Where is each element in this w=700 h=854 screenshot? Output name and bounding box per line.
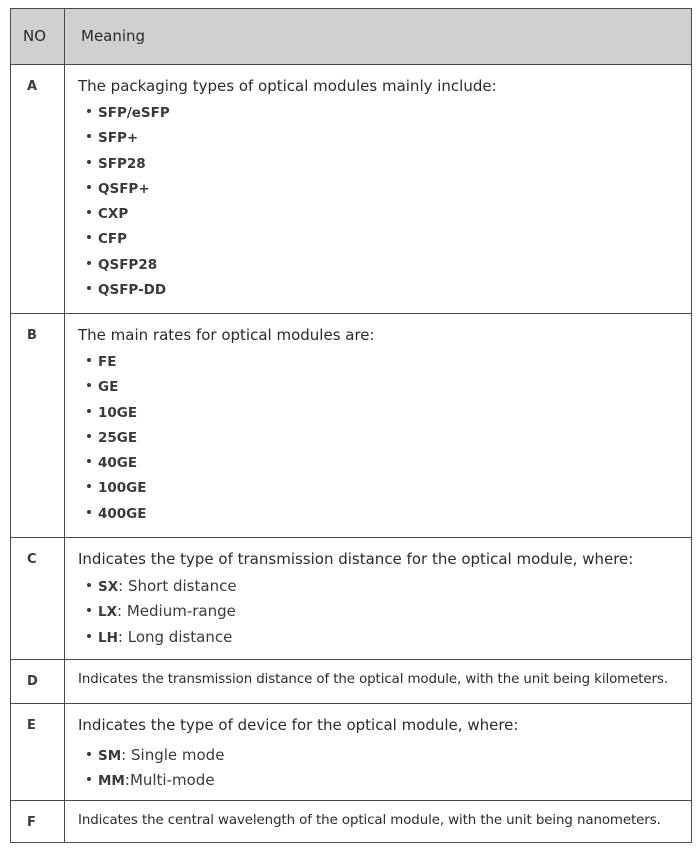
row-no-cell <box>11 65 65 313</box>
item-code: LX <box>98 604 118 621</box>
distance-type-list <box>87 574 237 650</box>
header-no-label: NO <box>23 27 47 45</box>
bullet-icon <box>87 484 91 488</box>
list-item <box>87 177 170 202</box>
item-description: Long distance <box>127 627 233 646</box>
list-item <box>87 202 170 227</box>
bullet-icon <box>87 383 91 387</box>
item-label: CXP <box>98 206 129 223</box>
row-letter: B <box>27 328 37 343</box>
item-description: Short distance <box>127 577 237 595</box>
item-label: 10GE <box>98 404 138 421</box>
table-row-f <box>11 801 691 842</box>
item-label: QSFP-DD <box>98 282 167 299</box>
item-label: GE <box>98 379 119 396</box>
row-intro-text: Indicates the type of device for the optical module, where: <box>78 716 519 734</box>
list-item <box>87 476 146 501</box>
list-item <box>87 126 170 151</box>
list-item <box>87 375 146 400</box>
list-item <box>87 278 170 303</box>
item-label: CFP <box>98 231 128 248</box>
row-letter: C <box>27 552 37 567</box>
item-description: Medium-range <box>126 602 236 621</box>
item-separator: : <box>117 627 128 646</box>
list-item <box>87 350 146 375</box>
table-row-e <box>11 704 691 801</box>
item-label: SFP+ <box>98 130 139 147</box>
list-item <box>87 768 224 793</box>
bullet-icon <box>87 434 91 438</box>
packaging-type-list <box>87 101 170 303</box>
row-meaning-cell <box>65 801 691 842</box>
row-meaning-cell <box>65 314 691 537</box>
row-meaning-cell <box>65 704 691 800</box>
list-item <box>87 599 237 624</box>
item-separator: : <box>124 771 130 790</box>
bullet-icon <box>87 510 91 514</box>
bullet-icon <box>87 409 91 413</box>
device-type-list <box>87 743 224 794</box>
row-letter: E <box>27 718 36 733</box>
list-item <box>87 625 237 650</box>
row-letter: A <box>27 79 38 94</box>
row-meaning-cell <box>65 538 691 659</box>
header-meaning-label: Meaning <box>81 27 146 45</box>
bullet-icon <box>87 752 91 756</box>
bullet-icon <box>87 608 91 612</box>
bullet-icon <box>87 160 91 164</box>
list-item <box>87 227 170 252</box>
row-no-cell <box>11 314 65 537</box>
table-row-d <box>11 660 691 704</box>
bullet-icon <box>87 134 91 138</box>
table-header-row <box>11 9 691 65</box>
list-item <box>87 502 146 527</box>
item-code: MM <box>98 773 125 790</box>
bullet-icon <box>87 459 91 463</box>
list-item <box>87 743 224 768</box>
table-row-c <box>11 538 691 660</box>
list-item <box>87 152 170 177</box>
list-item <box>87 101 170 126</box>
item-label: SFP/eSFP <box>98 105 170 121</box>
item-label: SFP28 <box>98 155 146 172</box>
item-label: 25GE <box>98 429 138 446</box>
bullet-icon <box>87 358 91 362</box>
item-description: Multi-mode <box>129 771 215 790</box>
item-label: 100GE <box>98 480 147 497</box>
row-meaning-cell <box>65 660 691 703</box>
table-row-b <box>11 314 691 538</box>
item-label: QSFP+ <box>98 180 150 197</box>
row-intro-text: The main rates for optical modules are: <box>78 326 375 344</box>
row-intro-text: Indicates the type of transmission distance for the optical module, where: <box>78 550 634 568</box>
item-label: 400GE <box>98 505 147 522</box>
row-no-cell <box>11 704 65 800</box>
item-separator: : <box>118 577 128 595</box>
bullet-icon <box>87 210 91 214</box>
header-cell-meaning <box>65 9 691 64</box>
item-code: SM <box>98 748 122 764</box>
row-no-cell <box>11 660 65 703</box>
row-letter: D <box>27 674 38 689</box>
optical-module-table <box>10 8 692 843</box>
row-no-cell <box>11 538 65 659</box>
item-separator: : <box>117 602 127 621</box>
bullet-icon <box>87 185 91 189</box>
item-code: SX <box>98 579 119 595</box>
bullet-icon <box>87 777 91 781</box>
bullet-icon <box>87 261 91 265</box>
list-item <box>87 253 170 278</box>
bullet-icon <box>87 286 91 290</box>
header-cell-no <box>11 9 65 64</box>
row-intro-text: Indicates the central wavelength of the optical module, with the unit being nanometers. <box>78 813 661 828</box>
rate-list <box>87 350 146 527</box>
item-label: FE <box>98 354 117 370</box>
item-separator: : <box>121 746 131 764</box>
item-label: 40GE <box>98 455 138 472</box>
bullet-icon <box>87 634 91 638</box>
row-no-cell <box>11 801 65 842</box>
list-item <box>87 426 146 451</box>
item-code: LH <box>98 629 118 646</box>
bullet-icon <box>87 109 91 113</box>
table-row-a <box>11 65 691 314</box>
item-description: Single mode <box>131 746 225 764</box>
list-item <box>87 451 146 476</box>
bullet-icon <box>87 235 91 239</box>
row-intro-text: The packaging types of optical modules mainly include: <box>78 77 497 95</box>
list-item <box>87 574 237 599</box>
list-item <box>87 401 146 426</box>
row-meaning-cell <box>65 65 691 313</box>
row-letter: F <box>27 815 36 830</box>
bullet-icon <box>87 583 91 587</box>
item-label: QSFP28 <box>98 256 158 273</box>
row-intro-text: Indicates the transmission distance of the optical module, with the unit being kilometers. <box>78 672 668 687</box>
